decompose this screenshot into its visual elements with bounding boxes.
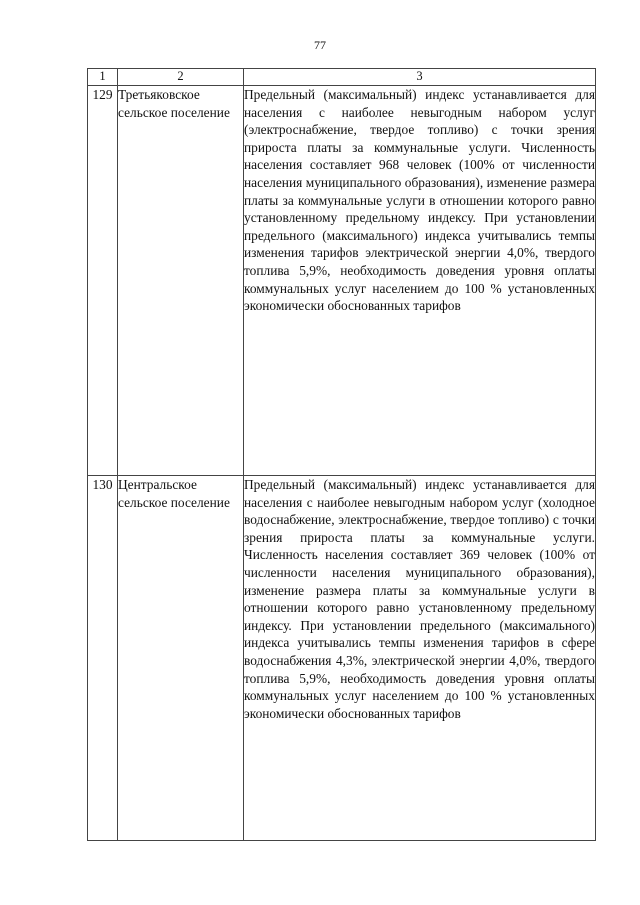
page-number: 77 xyxy=(314,38,326,52)
tariff-index-table xyxy=(87,68,596,841)
column-header-settlement: 2 xyxy=(118,69,244,86)
row-number: 129 xyxy=(88,86,118,476)
table-header-row xyxy=(88,69,596,86)
settlement-name: Центральское сельское поселение xyxy=(118,476,244,841)
table-row xyxy=(88,476,596,841)
row-number: 130 xyxy=(88,476,118,841)
table-row xyxy=(88,86,596,476)
column-header-description: 3 xyxy=(244,69,596,86)
index-description: Предельный (максимальный) индекс устанавливается для населения с наиболее невыгодным набором услуг (холодное водоснабжение, электроснабжение, твердое топливо) с точки зрения прироста платы за коммунальные услуги. Численность населения составляет 369 человек (100% от численности населения муниципального образования), изменение размера платы за коммунальные услуги в отношении которого равно установленному предельному индексу. При установлении предельного (максимального) индекса учитывались темпы изменения тарифов в сфере водоснабжения 4,3%, электрической энергии 4,0%, твердого топлива 5,9%, необходимость доведения уровня оплаты коммунальных услуг населением до 100 % установленных экономически обоснованных тарифов xyxy=(244,476,596,841)
settlement-name: Третьяковское сельское поселение xyxy=(118,86,244,476)
index-description: Предельный (максимальный) индекс устанавливается для населения с наиболее невыгодным набором услуг (электроснабжение, твердое топливо) с точки зрения прироста платы за коммунальные услуги. Численность населения составляет 968 человек (100% от численности населения муниципального образования), изменение размера платы за коммунальные услуги в отношении которого равно установленному предельному индексу. При установлении предельного (максимального) индекса учитывались темпы изменения тарифов электрической энергии 4,0%, твердого топлива 5,9%, необходимость доведения уровня оплаты коммунальных услуг населением до 100 % установленных экономически обоснованных тарифов xyxy=(244,86,596,476)
column-header-number: 1 xyxy=(88,69,118,86)
